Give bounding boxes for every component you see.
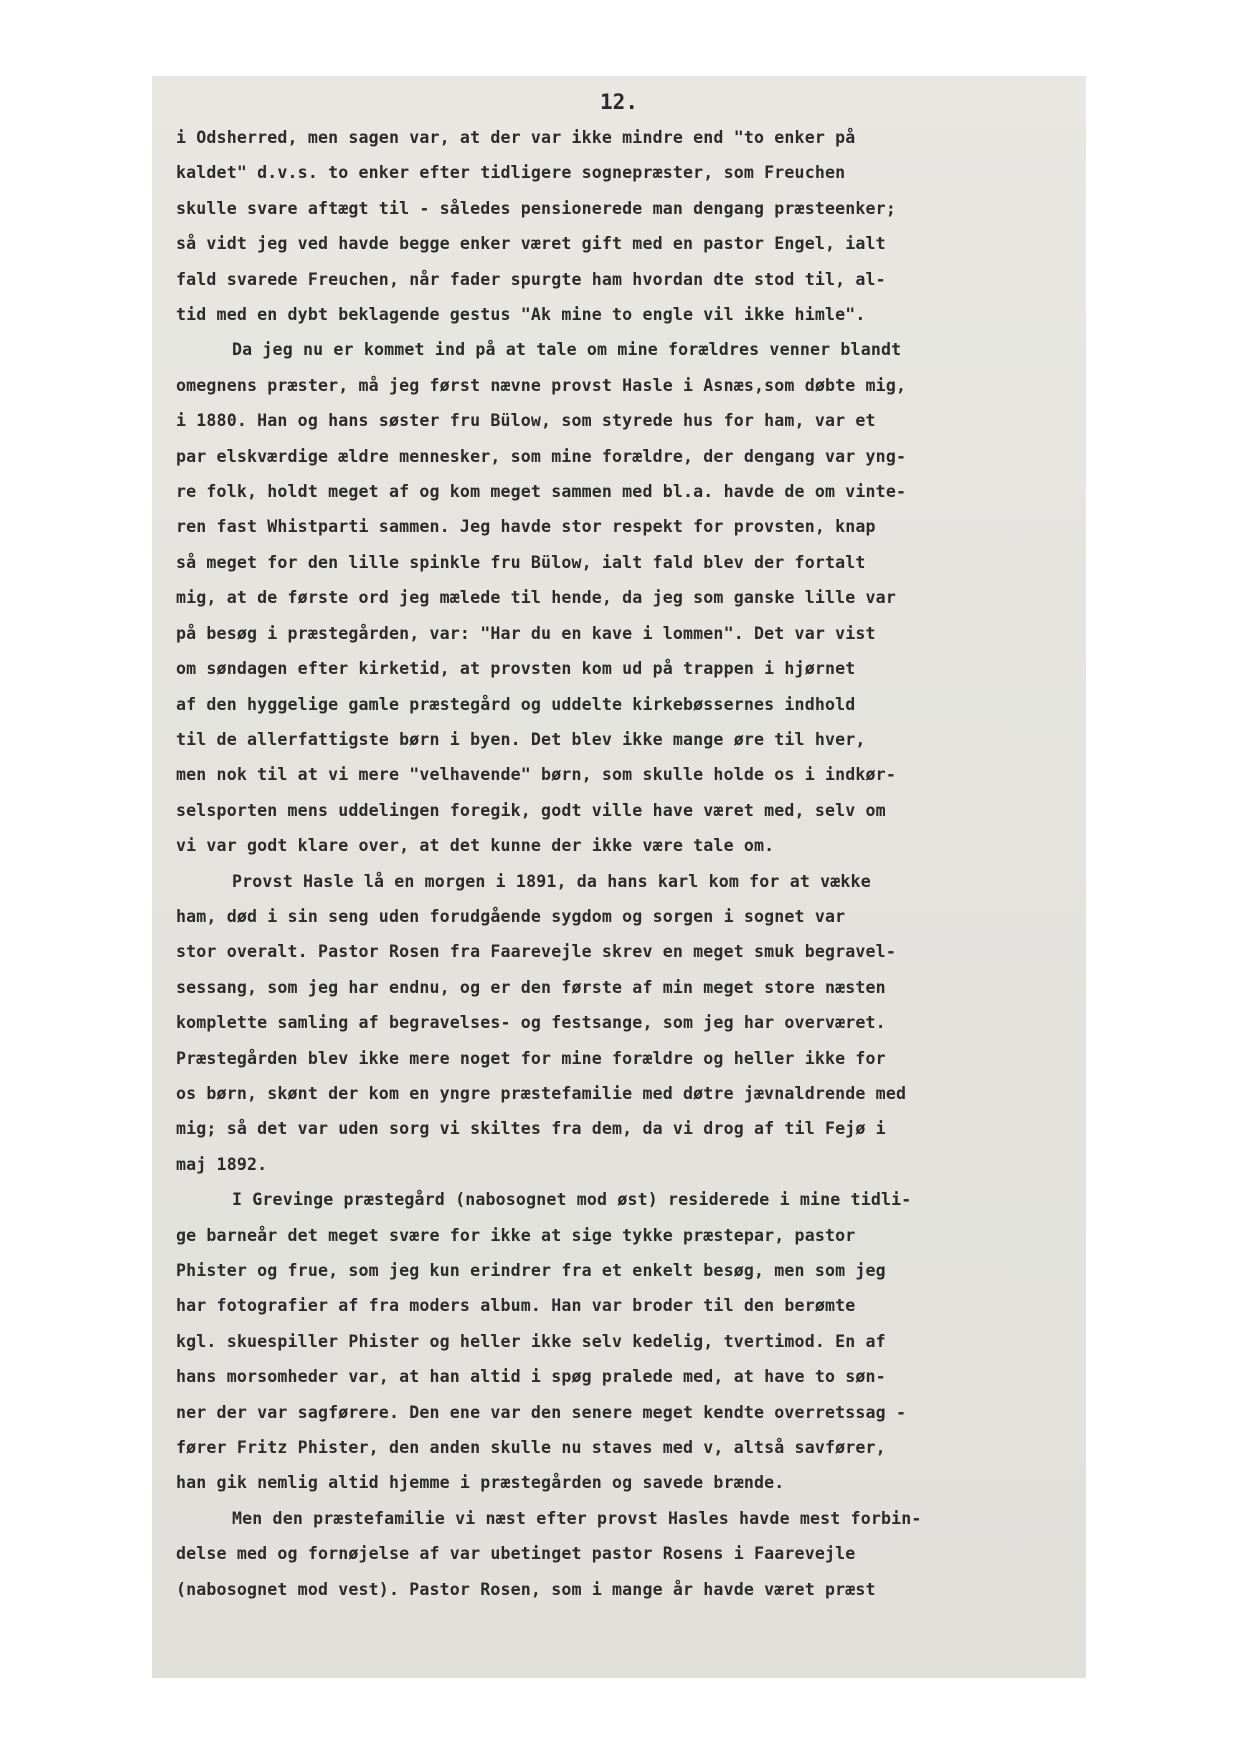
text-line: kaldet" d.v.s. to enker efter tidligere sognepræster, som Freuchen [176, 163, 846, 183]
text-line: selsporten mens uddelingen foregik, godt ville have været med, selv om [176, 800, 886, 820]
text-line: fald svarede Freuchen, når fader spurgte ham hvordan dte stod til, al- [176, 269, 886, 289]
body-text [176, 120, 1076, 1607]
text-line: maj 1892. [176, 1154, 268, 1174]
text-line: os børn, skønt der kom en yngre præstefamilie med døtre jævnaldrende med [176, 1083, 907, 1103]
text-line: sessang, som jeg har endnu, og er den første af min meget store næsten [176, 977, 886, 997]
text-line: kgl. skuespiller Phister og heller ikke selv kedelig, tvertimod. En af [176, 1331, 886, 1351]
text-line: ham, død i sin seng uden forudgående sygdom og sorgen i sognet var [176, 906, 846, 926]
text-line: mig, at de første ord jeg mælede til hende, da jeg som ganske lille var [176, 588, 896, 608]
text-line: så vidt jeg ved havde begge enker været gift med en pastor Engel, ialt [176, 234, 886, 254]
page-number: 12. [600, 90, 638, 114]
text-line: Provst Hasle lå en morgen i 1891, da hans karl kom for at vække [232, 871, 871, 891]
text-line: delse med og fornøjelse af var ubetinget pastor Rosens i Faarevejle [176, 1544, 856, 1564]
text-line: komplette samling af begravelses- og festsange, som jeg har overværet. [176, 1013, 886, 1033]
text-line: ren fast Whistparti sammen. Jeg havde stor respekt for provsten, knap [176, 517, 876, 537]
text-line: så meget for den lille spinkle fru Bülow, ialt fald blev der fortalt [176, 552, 866, 572]
text-line: (nabosognet mod vest). Pastor Rosen, som i mange år havde været præst [176, 1579, 876, 1599]
text-line: par elskværdige ældre mennesker, som mine forældre, der dengang var yng- [176, 446, 907, 466]
text-line: mig; så det var uden sorg vi skiltes fra dem, da vi drog af til Fejø i [176, 1119, 886, 1139]
text-line: har fotografier af fra moders album. Han var broder til den berømte [176, 1296, 856, 1316]
text-line: omegnens præster, må jeg først nævne provst Hasle i Asnæs,som døbte mig, [176, 375, 907, 395]
text-line: han gik nemlig altid hjemme i præstegården og savede brænde. [176, 1473, 785, 1493]
text-line: i 1880. Han og hans søster fru Bülow, som styrede hus for ham, var et [176, 411, 876, 431]
typewritten-page [152, 76, 1086, 1678]
text-line: ner der var sagførere. Den ene var den senere meget kendte overretssag - [176, 1402, 907, 1422]
text-line: re folk, holdt meget af og kom meget sammen med bl.a. havde de om vinte- [176, 482, 907, 502]
text-line: af den hyggelige gamle præstegård og uddelte kirkebøssernes indhold [176, 694, 856, 714]
text-line: Men den præstefamilie vi næst efter provst Hasles havde mest forbin- [232, 1508, 922, 1528]
text-line: tid med en dybt beklagende gestus "Ak mine to engle vil ikke himle". [176, 305, 866, 325]
text-line: ge barneår det meget svære for ikke at sige tykke præstepar, pastor [176, 1225, 856, 1245]
text-line: stor overalt. Pastor Rosen fra Faarevejle skrev en meget smuk begravel- [176, 942, 896, 962]
text-line: hans morsomheder var, at han altid i spøg pralede med, at have to søn- [176, 1367, 886, 1387]
text-line: vi var godt klare over, at det kunne der ikke være tale om. [176, 836, 775, 856]
text-line: Da jeg nu er kommet ind på at tale om mine forældres venner blandt [232, 340, 902, 360]
text-line: men nok til at vi mere "velhavende" børn, som skulle holde os i indkør- [176, 765, 896, 785]
text-line: fører Fritz Phister, den anden skulle nu staves med v, altså savfører, [176, 1438, 886, 1458]
text-line: Phister og frue, som jeg kun erindrer fra et enkelt besøg, men som jeg [176, 1261, 886, 1280]
text-line: skulle svare aftægt til - således pensionerede man dengang præsteenker; [176, 198, 896, 218]
text-line: i Odsherred, men sagen var, at der var ikke mindre end "to enker på [176, 128, 856, 147]
text-line: I Grevinge præstegård (nabosognet mod øst) residerede i mine tidli- [232, 1190, 912, 1210]
text-line: om søndagen efter kirketid, at provsten kom ud på trappen i hjørnet [176, 659, 856, 679]
text-line: til de allerfattigste børn i byen. Det blev ikke mange øre til hver, [176, 729, 866, 749]
text-line: Præstegården blev ikke mere noget for mine forældre og heller ikke for [176, 1048, 886, 1068]
text-line: på besøg i præstegården, var: "Har du en kave i lommen". Det var vist [176, 623, 876, 643]
